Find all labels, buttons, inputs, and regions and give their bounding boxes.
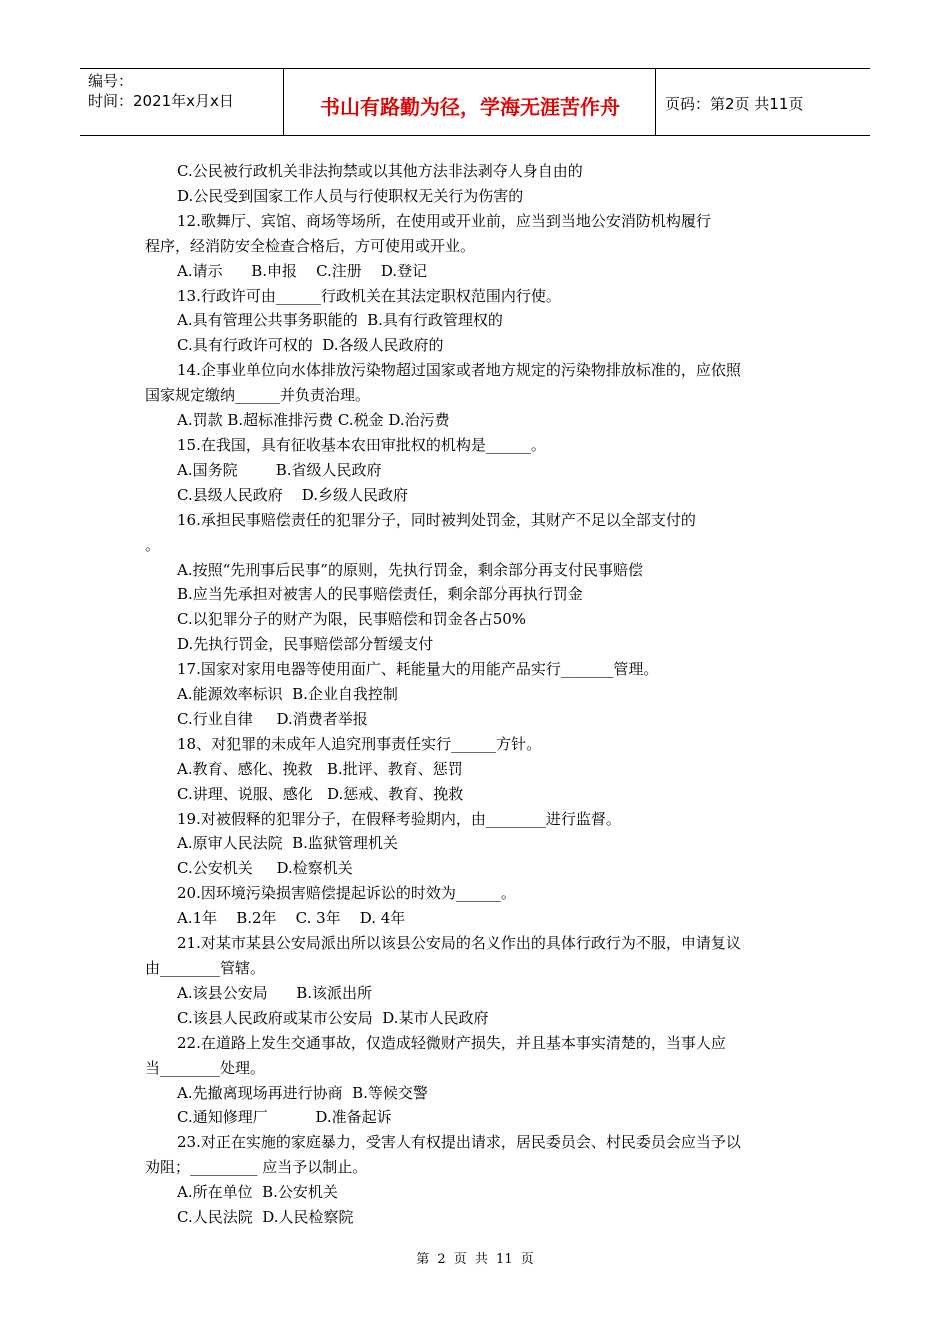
- option-line: A.1年 B.2年 C. 3年 D. 4年: [177, 909, 406, 928]
- question-line: 14.企事业单位向水体排放污染物超过国家或者地方规定的污染物排放标准的，应依照: [177, 361, 741, 380]
- option-line: C.讲理、说服、感化 D.惩戒、教育、挽救: [177, 784, 464, 803]
- option-line: C.该县人民政府或某市公安局 D.某市人民政府: [177, 1008, 489, 1027]
- option-line: A.罚款 B.超标准排污费 C.税金 D.治污费: [177, 411, 450, 430]
- continuation-line: 。: [145, 535, 161, 554]
- option-line: A.能源效率标识 B.企业自我控制: [177, 685, 398, 704]
- option-line: A.先撤离现场再进行协商 B.等候交警: [177, 1083, 428, 1102]
- option-line: C.人民法院 D.人民检察院: [177, 1208, 354, 1227]
- continuation-line: 当________处理。: [145, 1058, 266, 1077]
- option-line: B.应当先承担对被害人的民事赔偿责任，剩余部分再执行罚金: [177, 585, 583, 604]
- option-line: A.按照“先刑事后民事”的原则，先执行罚金，剩余部分再支付民事赔偿: [177, 560, 643, 579]
- continuation-line: 国家规定缴纳______并负责治理。: [145, 386, 371, 405]
- option-line: A.所在单位 B.公安机关: [177, 1183, 338, 1202]
- page-footer: 第 2 页 共 11 页: [416, 1252, 534, 1267]
- page-header: [80, 68, 870, 136]
- header-divider-left: [283, 69, 284, 135]
- option-line: D.公民受到国家工作人员与行使职权无关行为伤害的: [177, 186, 524, 205]
- header-divider-right: [655, 69, 656, 135]
- option-line: C.行业自律 D.消费者举报: [177, 709, 368, 728]
- option-line: C.以犯罪分子的财产为限，民事赔偿和罚金各占50%: [177, 610, 527, 629]
- number-label: 编号：: [88, 72, 134, 90]
- question-line: 13.行政许可由______行政机关在其法定职权范围内行使。: [177, 286, 561, 305]
- question-line: 17.国家对家用电器等使用面广、耗能量大的用能产品实行_______管理。: [177, 660, 659, 679]
- question-line: 21.对某市某县公安局派出所以该县公安局的名义作出的具体行政行为不服，申请复议: [177, 934, 741, 953]
- question-line: 23.对正在实施的家庭暴力，受害人有权提出请求，居民委员会、村民委员会应当予以: [177, 1133, 741, 1152]
- option-line: C.具有行政许可权的 D.各级人民政府的: [177, 336, 444, 355]
- question-line: 20.因环境污染损害赔偿提起诉讼的时效为______。: [177, 884, 516, 903]
- header-left-block: [88, 71, 234, 111]
- option-line: A.该县公安局 B.该派出所: [177, 983, 373, 1002]
- option-line: A.国务院 B.省级人民政府: [177, 460, 382, 479]
- document-body: [145, 159, 810, 1230]
- continuation-line: 由________管辖。: [145, 959, 266, 977]
- time-label: 时间：2021年x月x日: [88, 92, 234, 110]
- option-line: D.先执行罚金，民事赔偿部分暂缓支付: [177, 635, 434, 654]
- header-page-info: 页码：第2页 共11页: [665, 95, 804, 113]
- continuation-line: 劝阻；_________ 应当予以制止。: [145, 1158, 368, 1177]
- option-line: C.公民被行政机关非法拘禁或以其他方法非法剥夺人身自由的: [177, 162, 583, 180]
- option-line: A.教育、感化、挽救 B.批评、教育、惩罚: [177, 759, 463, 778]
- header-motto: 书山有路勤为径，学海无涯苦作舟: [320, 95, 620, 119]
- option-line: C.公安机关 D.检察机关: [177, 859, 353, 878]
- question-line: 18、对犯罪的未成年人追究刑事责任实行______方针。: [177, 734, 542, 753]
- option-line: A.原审人民法院 B.监狱管理机关: [177, 834, 398, 853]
- question-line: 22.在道路上发生交通事故，仅造成轻微财产损失，并且基本事实清楚的，当事人应: [177, 1033, 726, 1052]
- option-line: C.通知修理厂 D.准备起诉: [177, 1108, 392, 1127]
- question-line: 12.歌舞厅、宾馆、商场等场所，在使用或开业前，应当到当地公安消防机构履行: [177, 211, 711, 230]
- question-line: 15.在我国，具有征收基本农田审批权的机构是______。: [177, 435, 546, 454]
- option-line: A.请示 B.申报 C.注册 D.登记: [177, 261, 428, 280]
- question-line: 19.对被假释的犯罪分子，在假释考验期内，由________进行监督。: [177, 809, 621, 828]
- option-line: C.县级人民政府 D.乡级人民政府: [177, 485, 409, 504]
- question-line: 16.承担民事赔偿责任的犯罪分子，同时被判处罚金，其财产不足以全部支付的: [177, 510, 696, 529]
- option-line: A.具有管理公共事务职能的 B.具有行政管理权的: [177, 311, 503, 330]
- continuation-line: 程序，经消防安全检查合格后，方可使用或开业。: [145, 236, 476, 255]
